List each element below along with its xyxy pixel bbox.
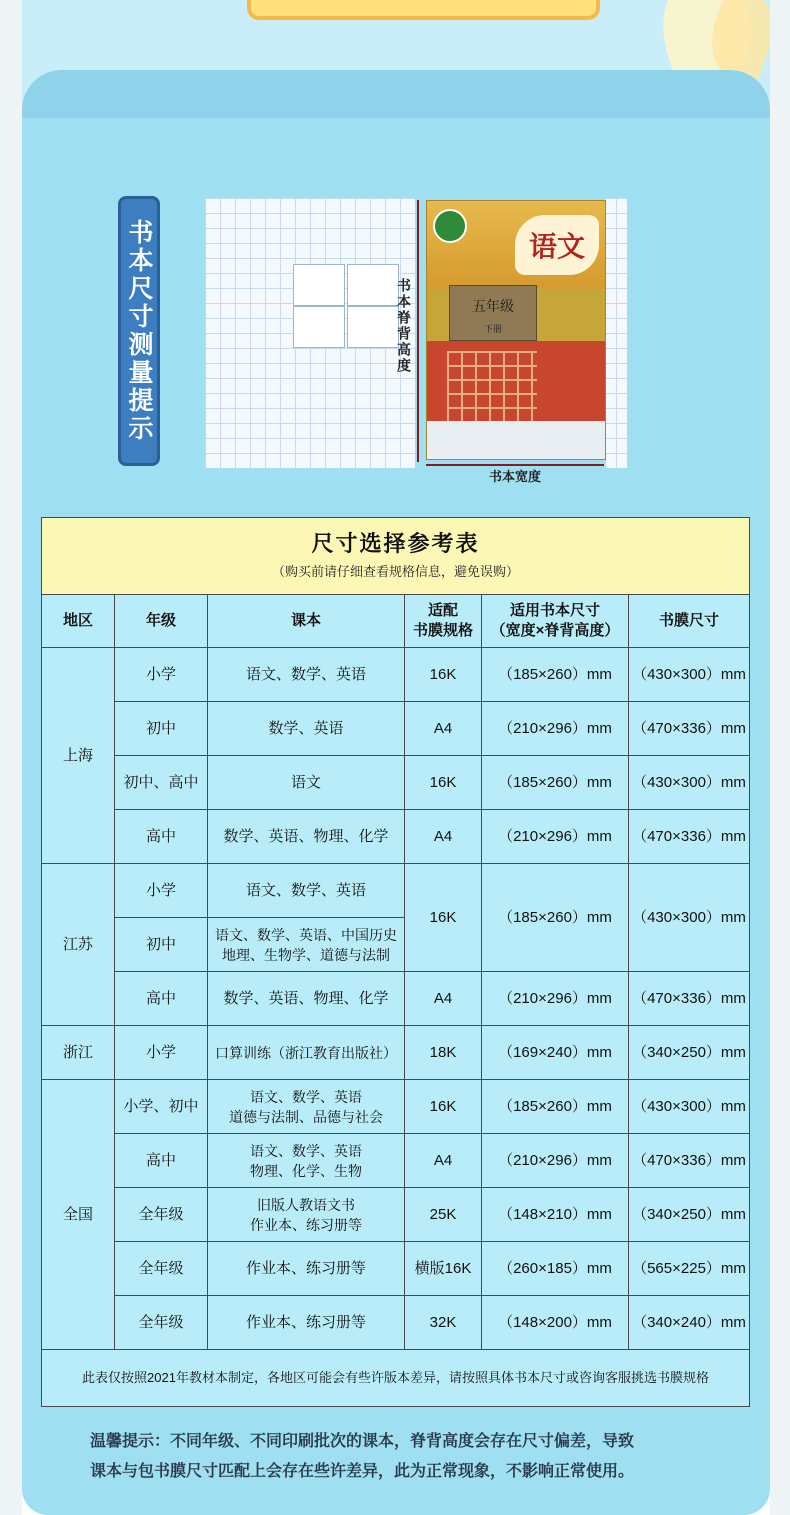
table-row bbox=[42, 1296, 750, 1350]
table-row bbox=[42, 756, 750, 810]
table-row bbox=[42, 1134, 750, 1188]
tip-line: 课本与包书膜尺寸匹配上会存在些许差异，此为正常现象，不影响正常使用。 bbox=[90, 1461, 635, 1480]
books-cell: 数学、英语、物理、化学 bbox=[208, 810, 405, 864]
cover-illustration bbox=[427, 341, 605, 431]
grade-cell: 全年级 bbox=[115, 1188, 208, 1242]
grade-cell: 小学、初中 bbox=[115, 1080, 208, 1134]
spec-cell: A4 bbox=[405, 972, 482, 1026]
region-cell: 全国 bbox=[42, 1080, 115, 1350]
book-film-sheet bbox=[205, 198, 415, 468]
header-books: 课本 bbox=[208, 595, 405, 648]
film-size-cell: （565×225）mm bbox=[629, 1242, 750, 1296]
header-region: 地区 bbox=[42, 595, 115, 648]
tip-line: 温馨提示：不同年级、不同印刷批次的课本，脊背高度会存在尺寸偏差，导致 bbox=[90, 1431, 635, 1450]
spec-cell: A4 bbox=[405, 1134, 482, 1188]
spec-cell: 25K bbox=[405, 1188, 482, 1242]
books-cell: 数学、英语、物理、化学 bbox=[208, 972, 405, 1026]
grade-cell: 高中 bbox=[115, 1134, 208, 1188]
book-film-sheet-edge bbox=[605, 198, 627, 468]
cover-grade-box bbox=[449, 285, 537, 341]
spec-cell: 16K bbox=[405, 1080, 482, 1134]
table-row bbox=[42, 1080, 750, 1134]
grade-cell: 初中 bbox=[115, 702, 208, 756]
book-size-cell: （185×260）mm bbox=[482, 648, 629, 702]
textbook-cover-image bbox=[426, 200, 606, 460]
table-title-cell bbox=[42, 518, 750, 595]
page-margin-left bbox=[0, 0, 22, 1515]
film-size-cell: （430×300）mm bbox=[629, 864, 750, 972]
height-measure-line bbox=[417, 200, 419, 462]
spec-cell: A4 bbox=[405, 702, 482, 756]
grade-cell: 高中 bbox=[115, 810, 208, 864]
books-cell: 口算训练（浙江教育出版社） bbox=[208, 1026, 405, 1080]
books-cell: 语文、数学、英语、中国历史 地理、生物学、道德与法制 bbox=[208, 918, 405, 972]
warm-tip bbox=[90, 1426, 710, 1486]
cover-grade: 五年级 bbox=[472, 299, 514, 315]
books-cell: 旧版人教语文书 作业本、练习册等 bbox=[208, 1188, 405, 1242]
region-cell: 江苏 bbox=[42, 864, 115, 1026]
book-size-cell: （185×260）mm bbox=[482, 864, 629, 972]
grade-cell: 小学 bbox=[115, 1026, 208, 1080]
spec-cell: 16K bbox=[405, 864, 482, 972]
film-size-cell: （430×300）mm bbox=[629, 648, 750, 702]
spec-cell: 16K bbox=[405, 648, 482, 702]
spec-cell: 18K bbox=[405, 1026, 482, 1080]
page-margin-right bbox=[770, 0, 790, 1515]
publisher-logo-icon bbox=[433, 209, 467, 243]
table-row bbox=[42, 810, 750, 864]
measure-tip-tag: 书本尺寸测量提示 bbox=[118, 196, 160, 466]
spec-cell: A4 bbox=[405, 810, 482, 864]
film-size-cell: （470×336）mm bbox=[629, 810, 750, 864]
table-row bbox=[42, 1242, 750, 1296]
header-grade: 年级 bbox=[115, 595, 208, 648]
books-cell: 语文、数学、英语 bbox=[208, 864, 405, 918]
grade-cell: 小学 bbox=[115, 648, 208, 702]
book-size-cell: （210×296）mm bbox=[482, 702, 629, 756]
book-size-cell: （148×210）mm bbox=[482, 1188, 629, 1242]
region-cell: 上海 bbox=[42, 648, 115, 864]
grade-cell: 小学 bbox=[115, 864, 208, 918]
book-size-cell: （210×296）mm bbox=[482, 810, 629, 864]
book-size-cell: （185×260）mm bbox=[482, 756, 629, 810]
size-reference-table bbox=[41, 517, 750, 1407]
film-size-cell: （470×336）mm bbox=[629, 1134, 750, 1188]
cover-title: 语文 bbox=[515, 215, 599, 275]
books-cell: 语文、数学、英语 道德与法制、品德与社会 bbox=[208, 1080, 405, 1134]
book-width-label: 书本宽度 bbox=[488, 470, 541, 485]
instruction-diagram bbox=[293, 306, 345, 348]
film-size-cell: （340×250）mm bbox=[629, 1026, 750, 1080]
book-size-cell: （210×296）mm bbox=[482, 1134, 629, 1188]
instruction-diagram bbox=[293, 264, 345, 306]
region-cell: 浙江 bbox=[42, 1026, 115, 1080]
spec-cell: 32K bbox=[405, 1296, 482, 1350]
book-size-cell: （169×240）mm bbox=[482, 1026, 629, 1080]
table-subtitle: （购买前请仔细查看规格信息，避免误购） bbox=[272, 564, 520, 579]
cover-illustration-snow bbox=[427, 421, 605, 460]
header-film-size: 书膜尺寸 bbox=[629, 595, 750, 648]
book-size-cell: （185×260）mm bbox=[482, 1080, 629, 1134]
books-cell: 作业本、练习册等 bbox=[208, 1296, 405, 1350]
grade-cell: 初中、高中 bbox=[115, 756, 208, 810]
film-size-cell: （340×250）mm bbox=[629, 1188, 750, 1242]
spec-cell: 横版16K bbox=[405, 1242, 482, 1296]
book-measure-figure bbox=[205, 198, 625, 488]
books-cell: 语文、数学、英语 物理、化学、生物 bbox=[208, 1134, 405, 1188]
grade-cell: 全年级 bbox=[115, 1296, 208, 1350]
film-size-cell: （470×336）mm bbox=[629, 972, 750, 1026]
table-header-row bbox=[42, 595, 750, 648]
books-cell: 语文 bbox=[208, 756, 405, 810]
spine-height-label: 书本脊背高度 bbox=[395, 278, 411, 374]
book-size-cell: （210×296）mm bbox=[482, 972, 629, 1026]
grade-cell: 高中 bbox=[115, 972, 208, 1026]
top-decoration bbox=[22, 0, 770, 118]
cover-volume: 下册 bbox=[483, 325, 502, 335]
table-row bbox=[42, 864, 750, 918]
banner-shape bbox=[247, 0, 600, 20]
header-spec: 适配 书膜规格 bbox=[405, 595, 482, 648]
books-cell: 数学、英语 bbox=[208, 702, 405, 756]
table-row bbox=[42, 972, 750, 1026]
shelf-decoration bbox=[22, 70, 770, 118]
spec-cell: 16K bbox=[405, 756, 482, 810]
book-size-cell: （260×185）mm bbox=[482, 1242, 629, 1296]
film-size-cell: （470×336）mm bbox=[629, 702, 750, 756]
table-row bbox=[42, 702, 750, 756]
table-row bbox=[42, 648, 750, 702]
grade-cell: 全年级 bbox=[115, 1242, 208, 1296]
film-size-cell: （430×300）mm bbox=[629, 756, 750, 810]
table-title: 尺寸选择参考表 bbox=[311, 531, 480, 556]
table-row bbox=[42, 1026, 750, 1080]
film-size-cell: （430×300）mm bbox=[629, 1080, 750, 1134]
grade-cell: 初中 bbox=[115, 918, 208, 972]
header-book-size: 适用书本尺寸 （宽度×脊背高度） bbox=[482, 595, 629, 648]
table-footnote: 此表仅按照2021年教材本制定，各地区可能会有些许版本差异，请按照具体书本尺寸或咨询客服挑选书膜规格 bbox=[42, 1350, 750, 1407]
table-row bbox=[42, 1188, 750, 1242]
books-cell: 语文、数学、英语 bbox=[208, 648, 405, 702]
film-size-cell: （340×240）mm bbox=[629, 1296, 750, 1350]
book-size-cell: （148×200）mm bbox=[482, 1296, 629, 1350]
books-cell: 作业本、练习册等 bbox=[208, 1242, 405, 1296]
